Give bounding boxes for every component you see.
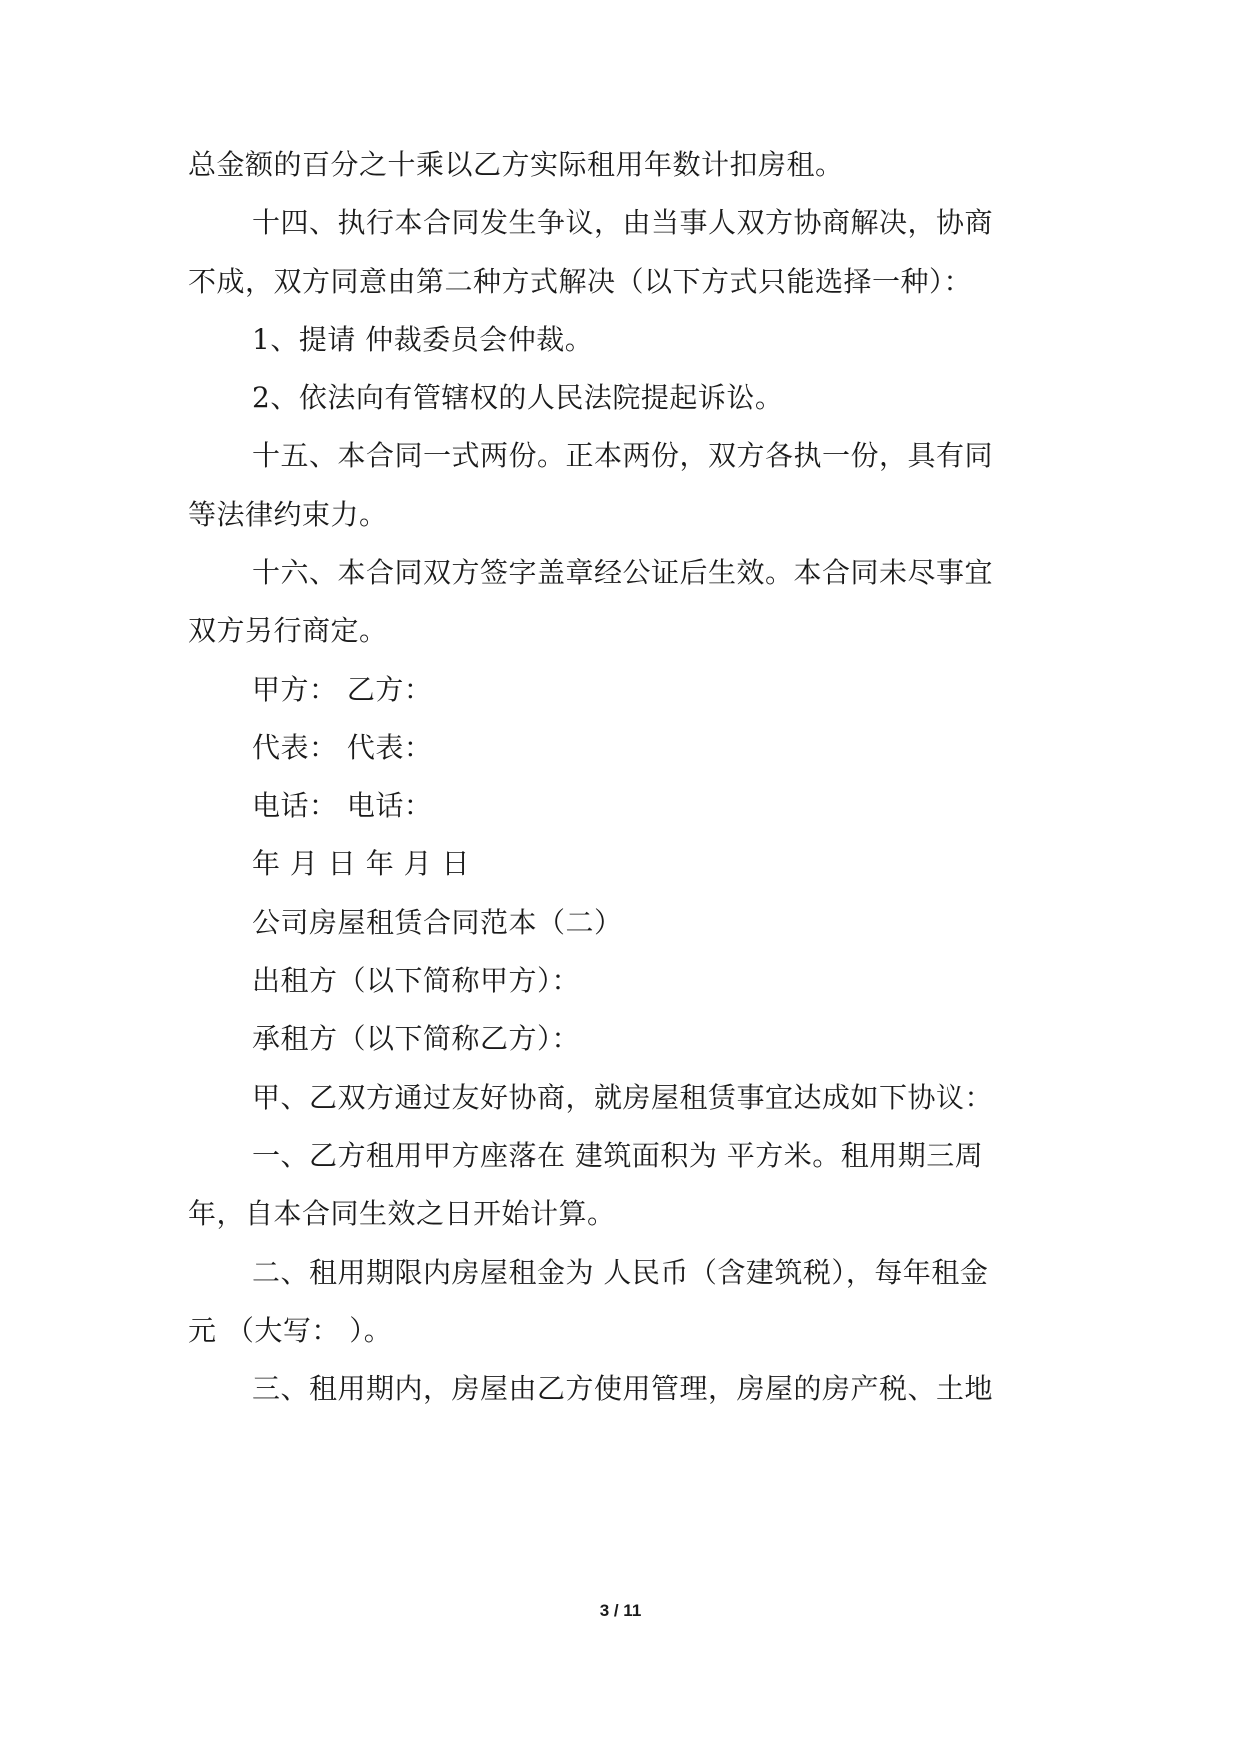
clause-16-line: 十六、本合同双方签字盖章经公证后生效。本合同未尽事宜 — [252, 556, 994, 589]
page-number: 3 / 11 — [599, 1601, 642, 1620]
text-line: 不成，双方同意由第二种方式解决（以下方式只能选择一种）： — [188, 265, 973, 298]
text-line: 年，自本合同生效之日开始计算。 — [188, 1197, 616, 1230]
lessor-line: 出租方（以下简称甲方）： — [252, 964, 581, 997]
clause-2-line: 二、租用期限内房屋租金为 人民币（含建筑税），每年租金 — [252, 1256, 989, 1289]
signature-representative-line: 代表： 代表： — [252, 731, 433, 764]
signature-phone-line: 电话： 电话： — [252, 789, 433, 822]
clause-3-line: 三、租用期内，房屋由乙方使用管理，房屋的房产税、土地 — [252, 1372, 994, 1405]
signature-date-line: 年 月 日 年 月 日 — [252, 847, 471, 880]
option-1-line: 1、提请 仲裁委员会仲裁。 — [252, 323, 594, 356]
section-title: 公司房屋租赁合同范本（二） — [252, 906, 623, 939]
clause-15-line: 十五、本合同一式两份。正本两份，双方各执一份，具有同 — [252, 439, 994, 472]
agreement-intro-line: 甲、乙双方通过友好协商，就房屋租赁事宜达成如下协议： — [252, 1081, 994, 1114]
signature-party-line: 甲方： 乙方： — [252, 673, 433, 706]
text-line: 双方另行商定。 — [188, 614, 388, 647]
lessee-line: 承租方（以下简称乙方）： — [252, 1022, 581, 1055]
text-line: 等法律约束力。 — [188, 498, 388, 531]
option-2-line: 2、依法向有管辖权的人民法院提起诉讼。 — [252, 381, 784, 414]
clause-14-line: 十四、执行本合同发生争议，由当事人双方协商解决，协商 — [252, 206, 994, 239]
clause-1-line: 一、乙方租用甲方座落在 建筑面积为 平方米。租用期三周 — [252, 1139, 984, 1172]
text-line: 总金额的百分之十乘以乙方实际租用年数计扣房租。 — [188, 148, 844, 181]
text-line: 元 （大写： ）。 — [188, 1314, 393, 1347]
